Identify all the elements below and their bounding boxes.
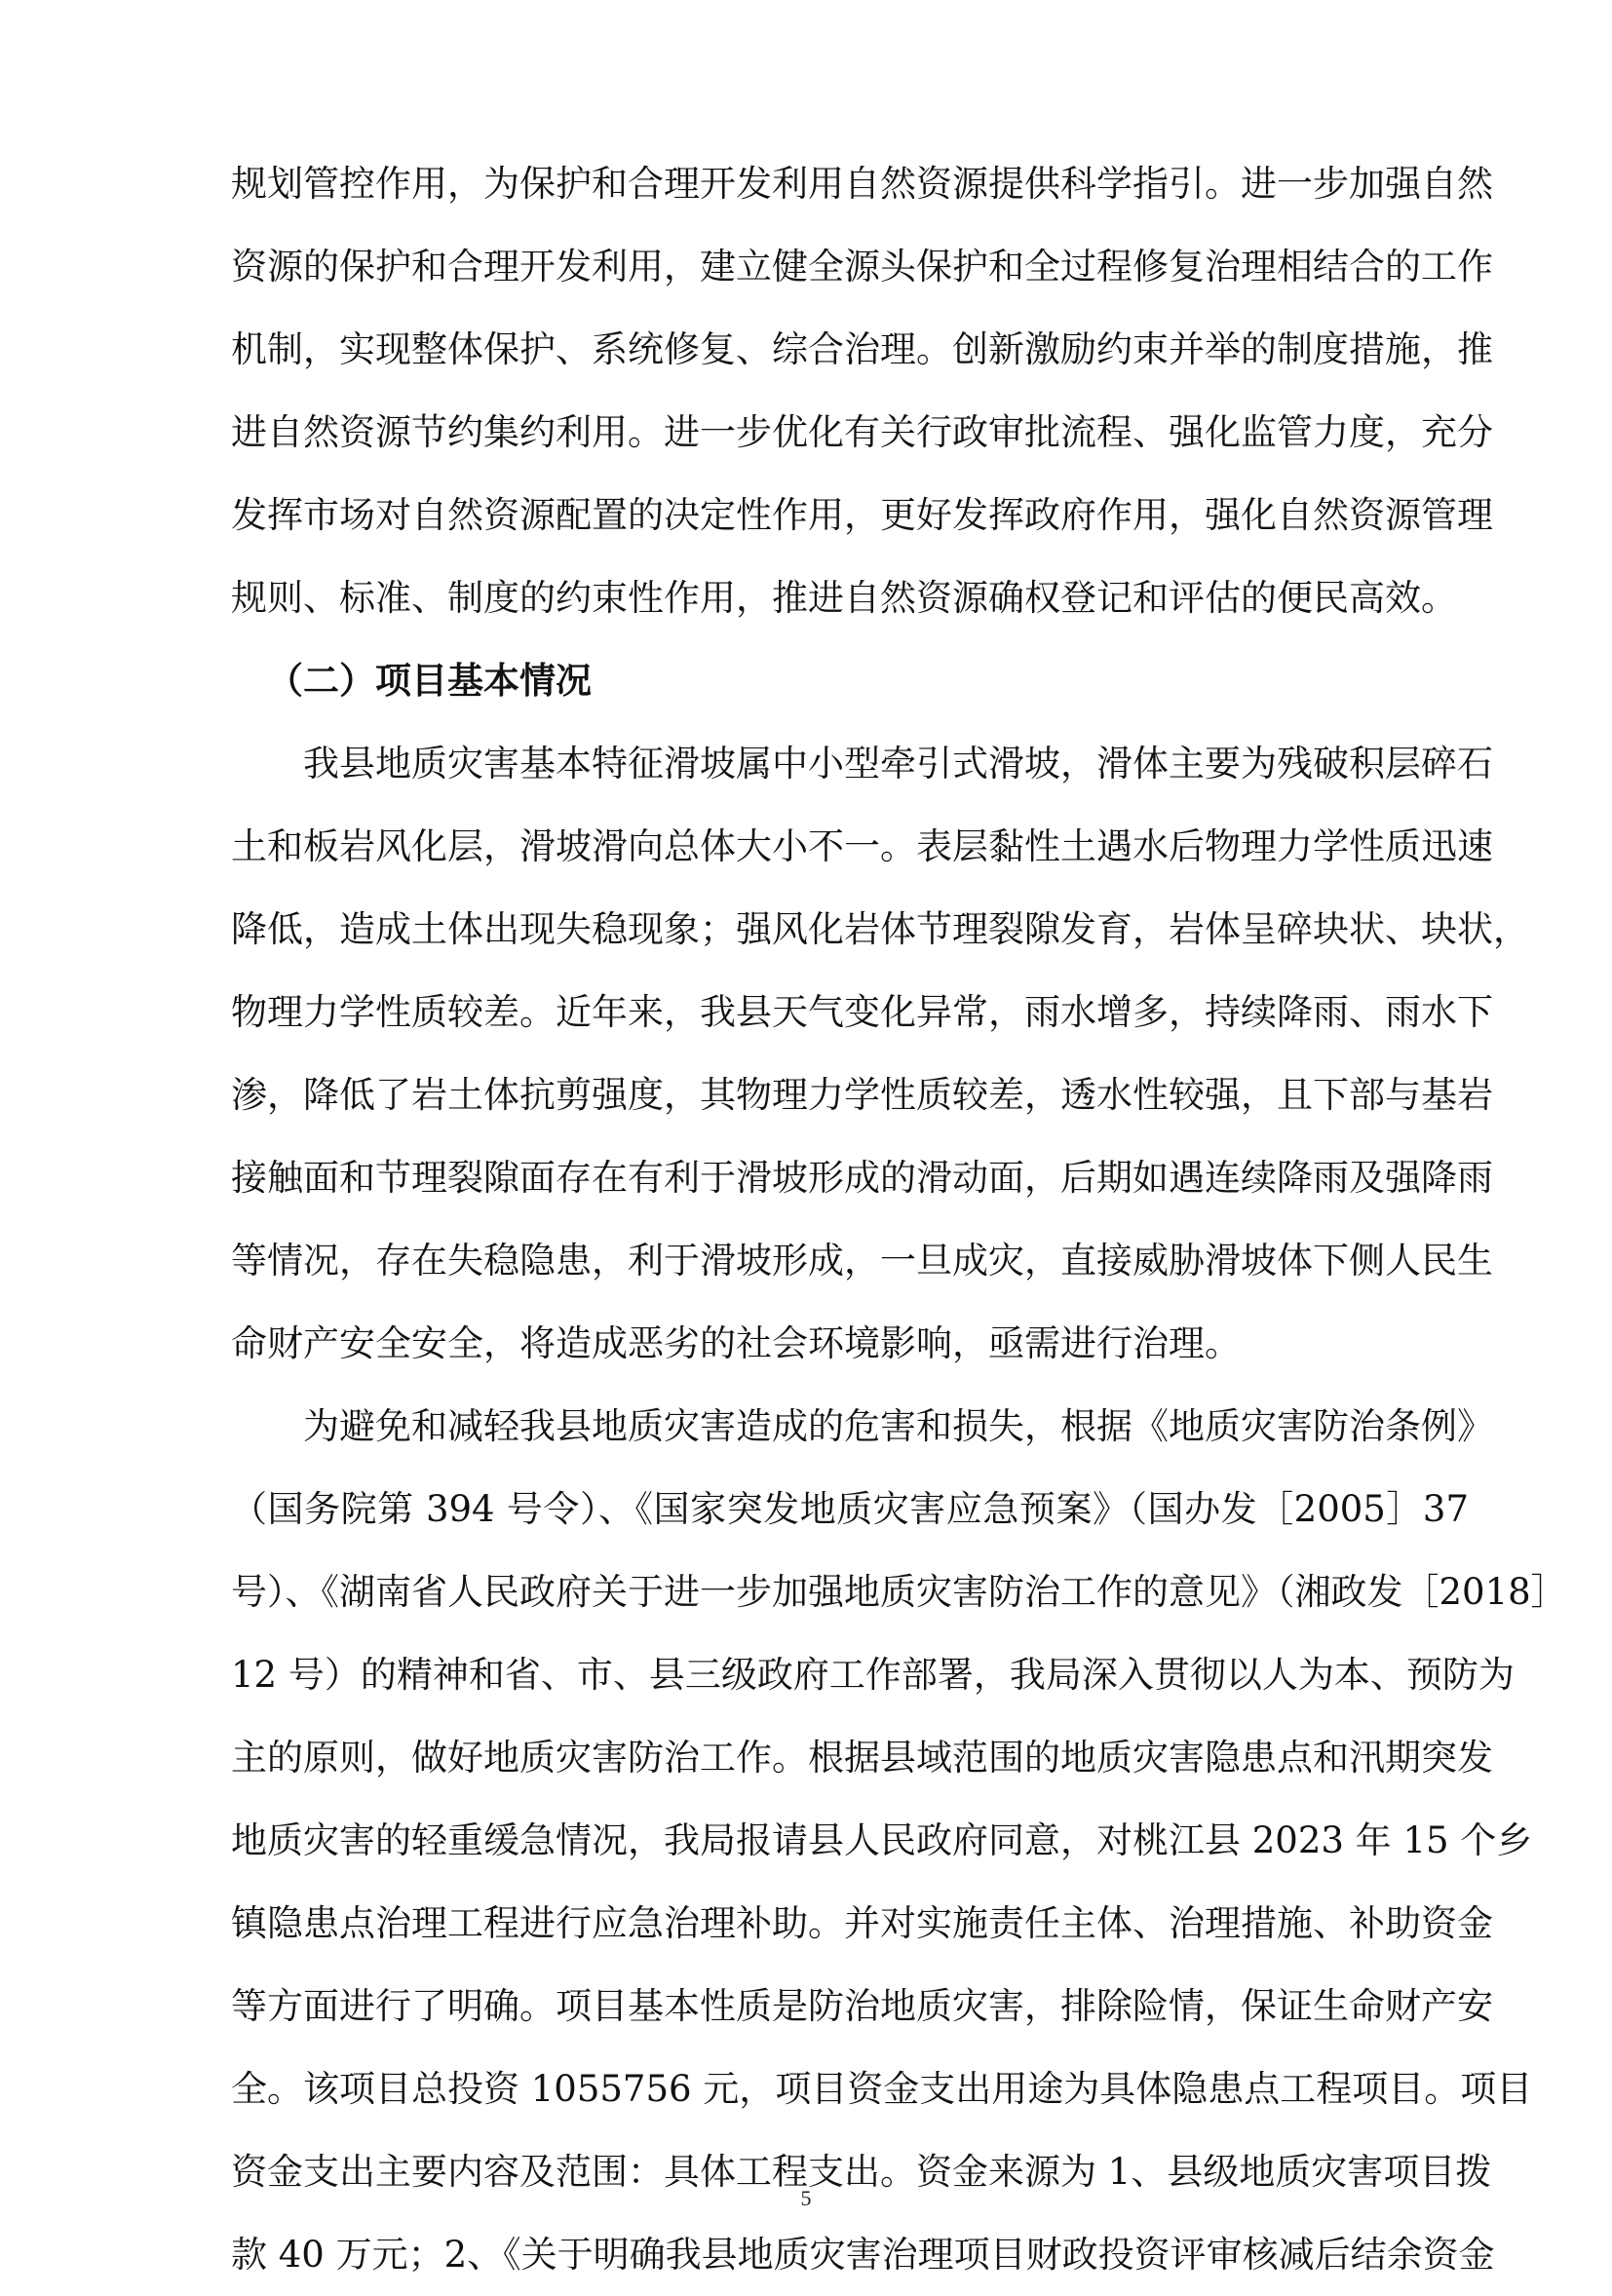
text-line: （国务院第 394 号令）、《国家突发地质灾害应急预案》（国办发［2005］37: [231, 1488, 1469, 1530]
text-line: 等情况，存在失稳隐患，利于滑坡形成，一旦成灾，直接威胁滑坡体下侧人民生: [231, 1240, 1493, 1282]
text-line: 为避免和减轻我县地质灾害造成的危害和损失，根据《地质灾害防治条例》: [303, 1405, 1493, 1447]
text-line: 主的原则，做好地质灾害防治工作。根据县域范围的地质灾害隐患点和汛期突发: [231, 1737, 1493, 1779]
text-line: 进自然资源节约集约利用。进一步优化有关行政审批流程、强化监管力度，充分: [231, 411, 1493, 453]
text-line: 全。该项目总投资 1055756 元，项目资金支出用途为具体隐患点工程项目。项目: [231, 2068, 1533, 2110]
section-heading: （二）项目基本情况: [267, 660, 592, 702]
text-line: 号）、《湖南省人民政府关于进一步加强地质灾害防治工作的意见》（湘政发［2018］: [231, 1571, 1567, 1613]
page-number: 5: [800, 2186, 812, 2210]
text-line: 土和板岩风化层，滑坡滑向总体大小不一。表层黏性土遇水后物理力学性质迅速: [231, 825, 1493, 867]
text-line: 命财产安全安全，将造成恶劣的社会环境影响，亟需进行治理。: [231, 1322, 1241, 1364]
text-line: 等方面进行了明确。项目基本性质是防治地质灾害，排除险情，保证生命财产安: [231, 1985, 1493, 2027]
text-line: 降低，造成土体出现失稳现象；强风化岩体节理裂隙发育，岩体呈碎块状、块状，: [231, 908, 1529, 950]
text-line: 地质灾害的轻重缓急情况，我局报请县人民政府同意，对桃江县 2023 年 15 个乡: [231, 1819, 1533, 1861]
text-line: 12 号）的精神和省、市、县三级政府工作部署，我局深入贯彻以人为本、预防为: [231, 1654, 1515, 1696]
text-line: 物理力学性质较差。近年来，我县天气变化异常，雨水增多，持续降雨、雨水下: [231, 991, 1493, 1033]
text-line: 款 40 万元；2、《关于明确我县地质灾害治理项目财政投资评审核减后结余资金: [231, 2234, 1495, 2276]
text-line: 规则、标准、制度的约束性作用，推进自然资源确权登记和评估的便民高效。: [231, 577, 1457, 619]
text-line: 接触面和节理裂隙面存在有利于滑坡形成的滑动面，后期如遇连续降雨及强降雨: [231, 1157, 1493, 1199]
text-line: 机制，实现整体保护、系统修复、综合治理。创新激励约束并举的制度措施，推: [231, 328, 1493, 370]
text-line: 资金支出主要内容及范围：具体工程支出。资金来源为 1、县级地质灾害项目拨: [231, 2151, 1492, 2193]
text-line: 资源的保护和合理开发利用，建立健全源头保护和全过程修复治理相结合的工作: [231, 246, 1493, 287]
text-line: 规划管控作用，为保护和合理开发利用自然资源提供科学指引。进一步加强自然: [231, 163, 1493, 205]
text-line: 镇隐患点治理工程进行应急治理补助。并对实施责任主体、治理措施、补助资金: [231, 1902, 1493, 1944]
text-line: 渗，降低了岩土体抗剪强度，其物理力学性质较差，透水性较强，且下部与基岩: [231, 1074, 1493, 1116]
text-line: 发挥市场对自然资源配置的决定性作用，更好发挥政府作用，强化自然资源管理: [231, 494, 1493, 536]
text-line: 我县地质灾害基本特征滑坡属中小型牵引式滑坡，滑体主要为残破积层碎石: [303, 743, 1493, 784]
